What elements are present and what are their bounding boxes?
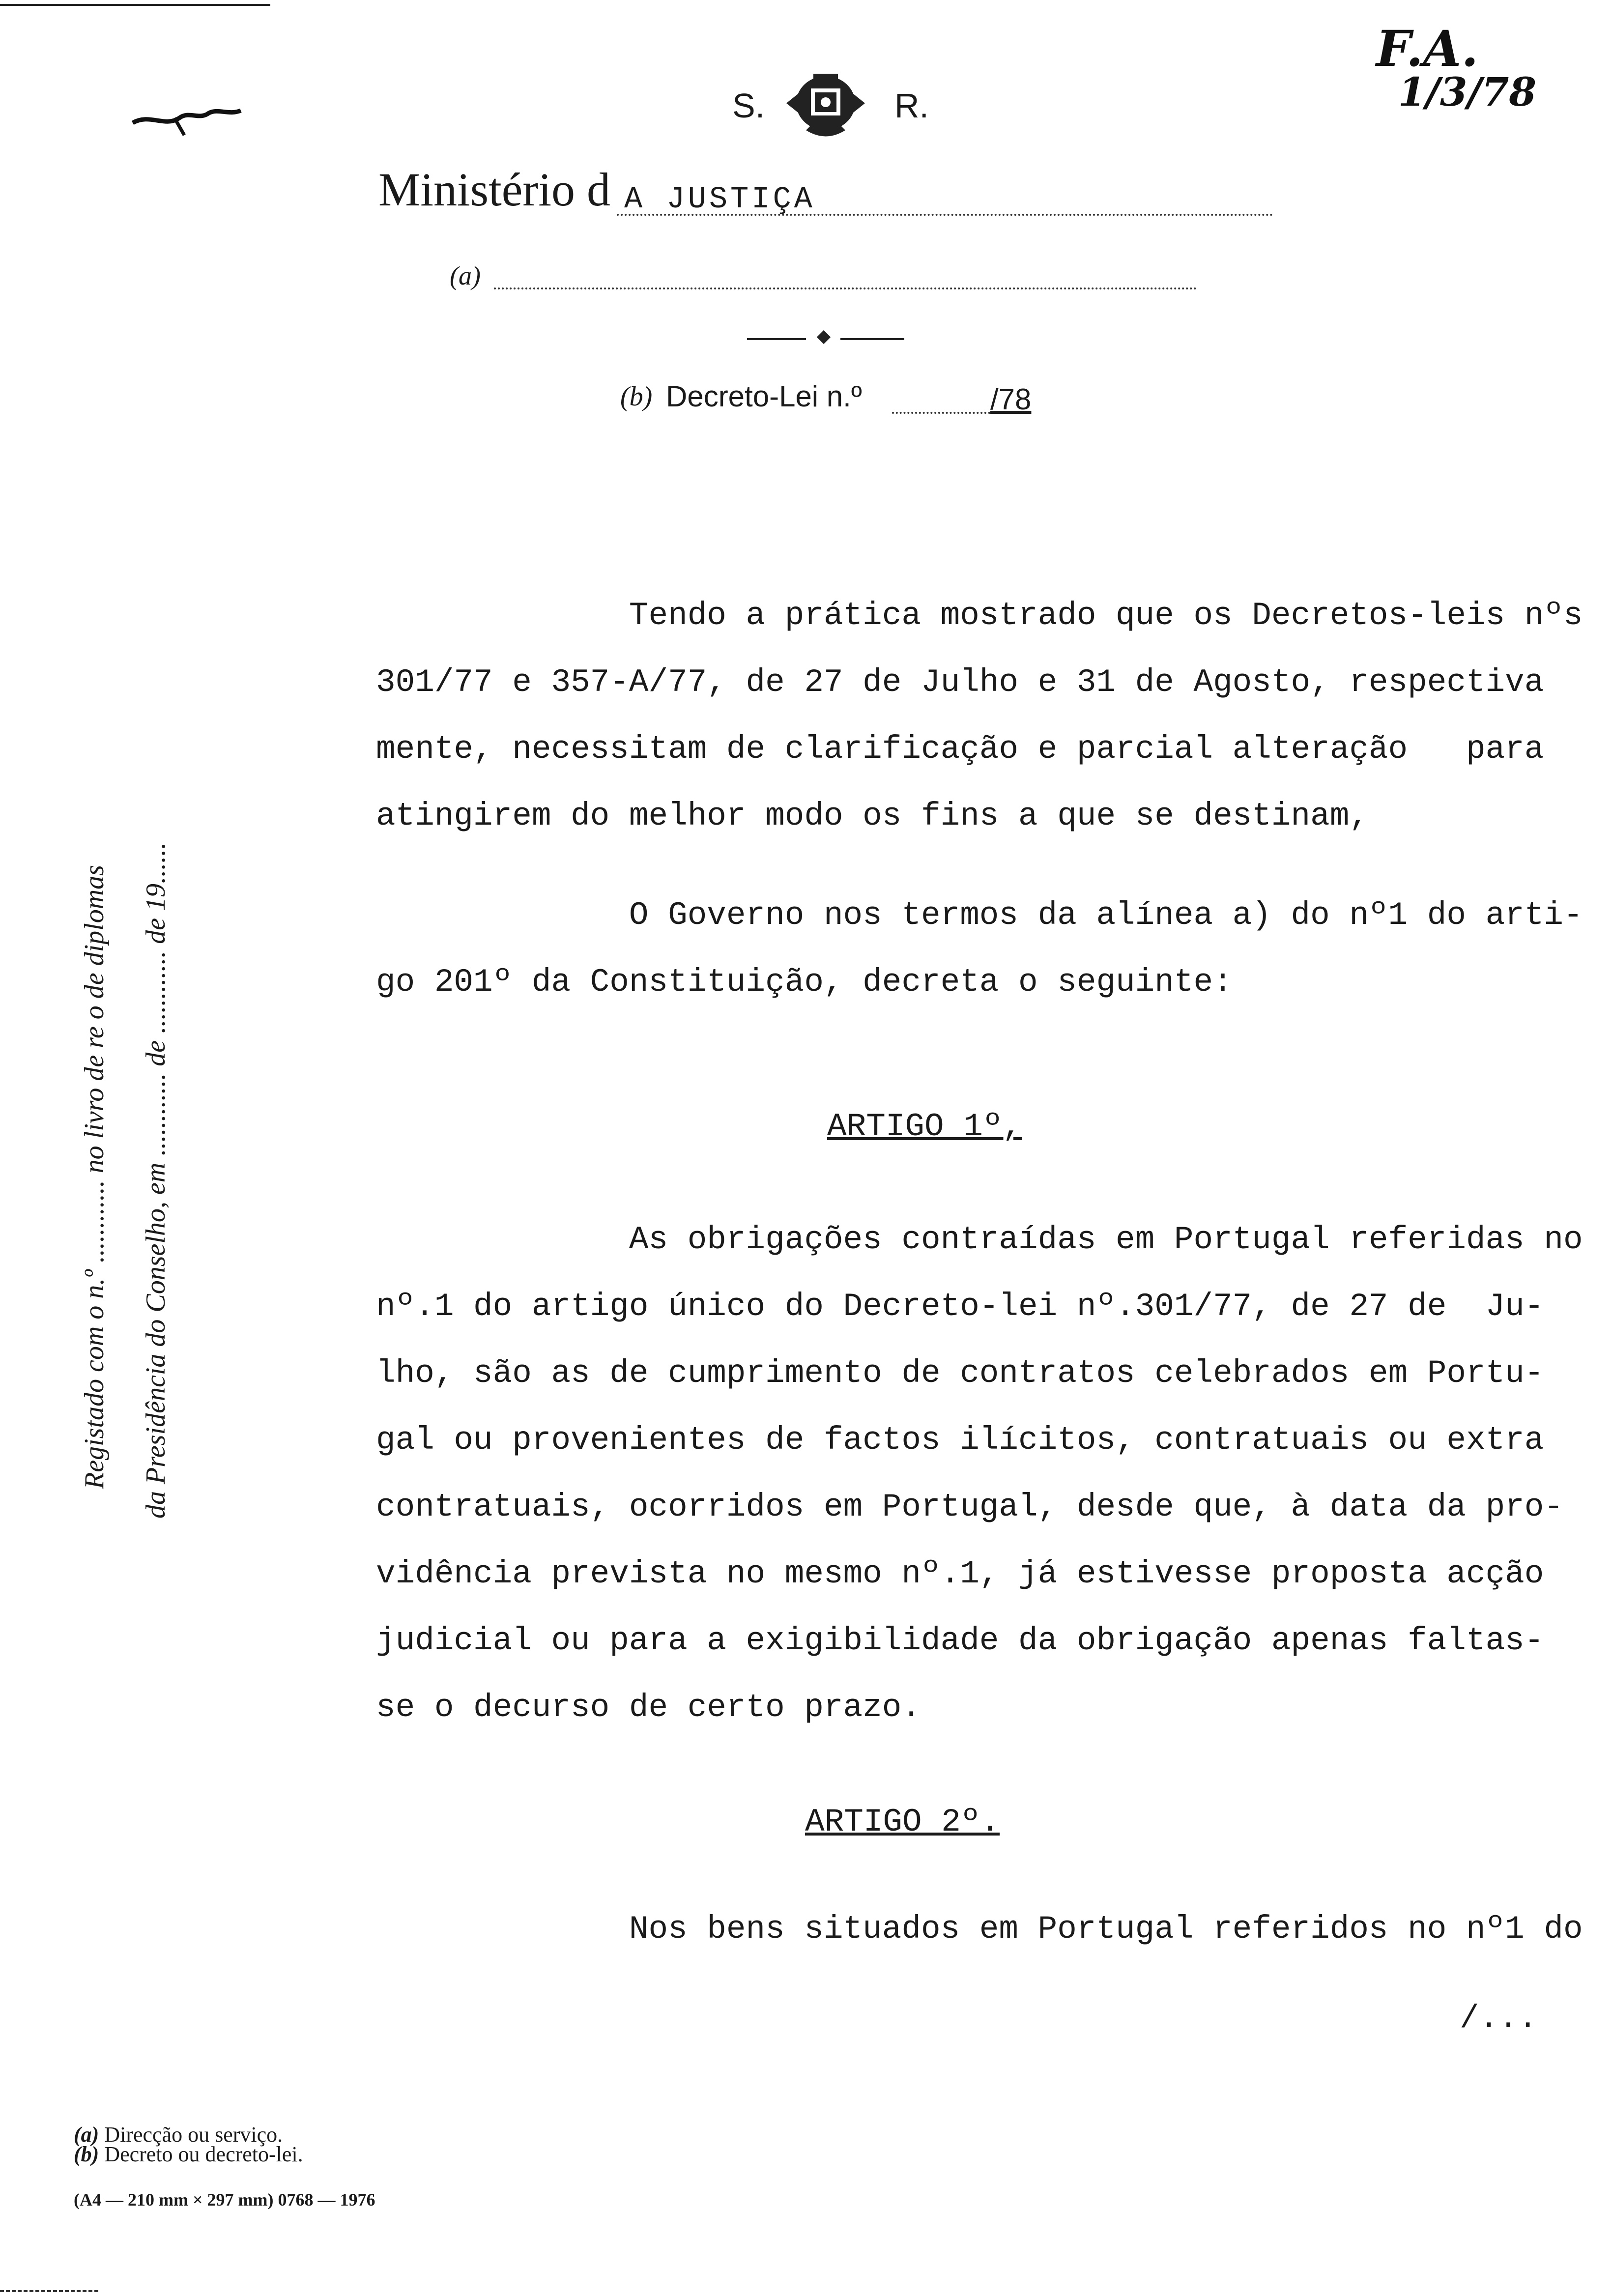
decree-marker: (b) — [620, 381, 653, 412]
continuation-mark: /... — [1460, 2000, 1538, 2037]
separator-left — [747, 338, 806, 340]
service-fill-line — [494, 287, 1197, 289]
footnote-a-label: (a) — [74, 2123, 99, 2147]
header-s: S. — [732, 86, 765, 125]
top-rule — [0, 4, 270, 6]
service-marker: (a) — [450, 261, 481, 290]
article-1-title: ARTIGO 1º, — [827, 1108, 1022, 1145]
decree-label: Decreto-Lei n.º — [666, 380, 862, 413]
margin-registration-note: Registado com o n.º ............ no livro de re o de diplomas — [79, 865, 110, 1489]
bottom-rule — [0, 2290, 98, 2292]
form-code: (A4 — 210 mm × 297 mm) 0768 — 1976 — [74, 2190, 375, 2210]
header-r: R. — [894, 86, 929, 125]
handwritten-date: 1/3/78 — [1398, 69, 1537, 115]
article-2-text: Nos bens situados em Portugal referidos no nº1 do — [376, 1911, 1583, 1948]
handwritten-scribble — [130, 98, 243, 138]
article-1-text: As obrigações contraídas em Portugal referidas no nº.1 do artigo único do Decreto-lei nº.301/77, de 27 de Ju- lho, são as de cumprimento de contratos celebrados em Portu- gal ou provenientes de factos ilícitos, contratuais ou extra contratuais, ocorridos em Portugal, desde que, à data da pro- vidência prevista no mesmo nº.1, já estivesse proposta acção judicial ou para a exigibilidade da obrigação apenas faltas- se o decurso de certo prazo. — [376, 1221, 1583, 1726]
footnote-b — [74, 2142, 303, 2167]
separator-diamond-icon — [817, 330, 831, 344]
decree-fill-line — [892, 412, 990, 414]
separator-right — [840, 338, 904, 340]
ministry-name: A JUSTIÇA — [624, 182, 815, 217]
footnote-b-label: (b) — [74, 2142, 99, 2166]
government-paragraph: O Governo nos termos da alínea a) do nº1 do arti- go 201º da Constituição, decreta o seguinte: — [376, 897, 1583, 1001]
footnote-b-text: Decreto ou decreto-lei. — [104, 2142, 303, 2166]
footnote-a-text: Direcção ou serviço. — [104, 2123, 283, 2147]
decree-number: /78 — [990, 383, 1032, 416]
preamble-paragraph: Tendo a prática mostrado que os Decretos-leis nºs 301/77 e 357-A/77, de 27 de Julho e 31 de Agosto, respectiva mente, necessitam de clarificação e parcial alteração para atingirem do melhor modo os fins a que se destinam, — [376, 597, 1583, 834]
margin-presidency-note: da Presidência do Conselho, em ............ de ............ de 19...... — [141, 842, 171, 1519]
coat-of-arms-icon — [777, 64, 875, 143]
article-2-title: ARTIGO 2º. — [805, 1804, 1000, 1840]
ministry-label: Ministério d — [378, 163, 610, 216]
handwritten-reference: F.A. — [1376, 20, 1479, 78]
ministry-fill-line — [617, 214, 1273, 216]
